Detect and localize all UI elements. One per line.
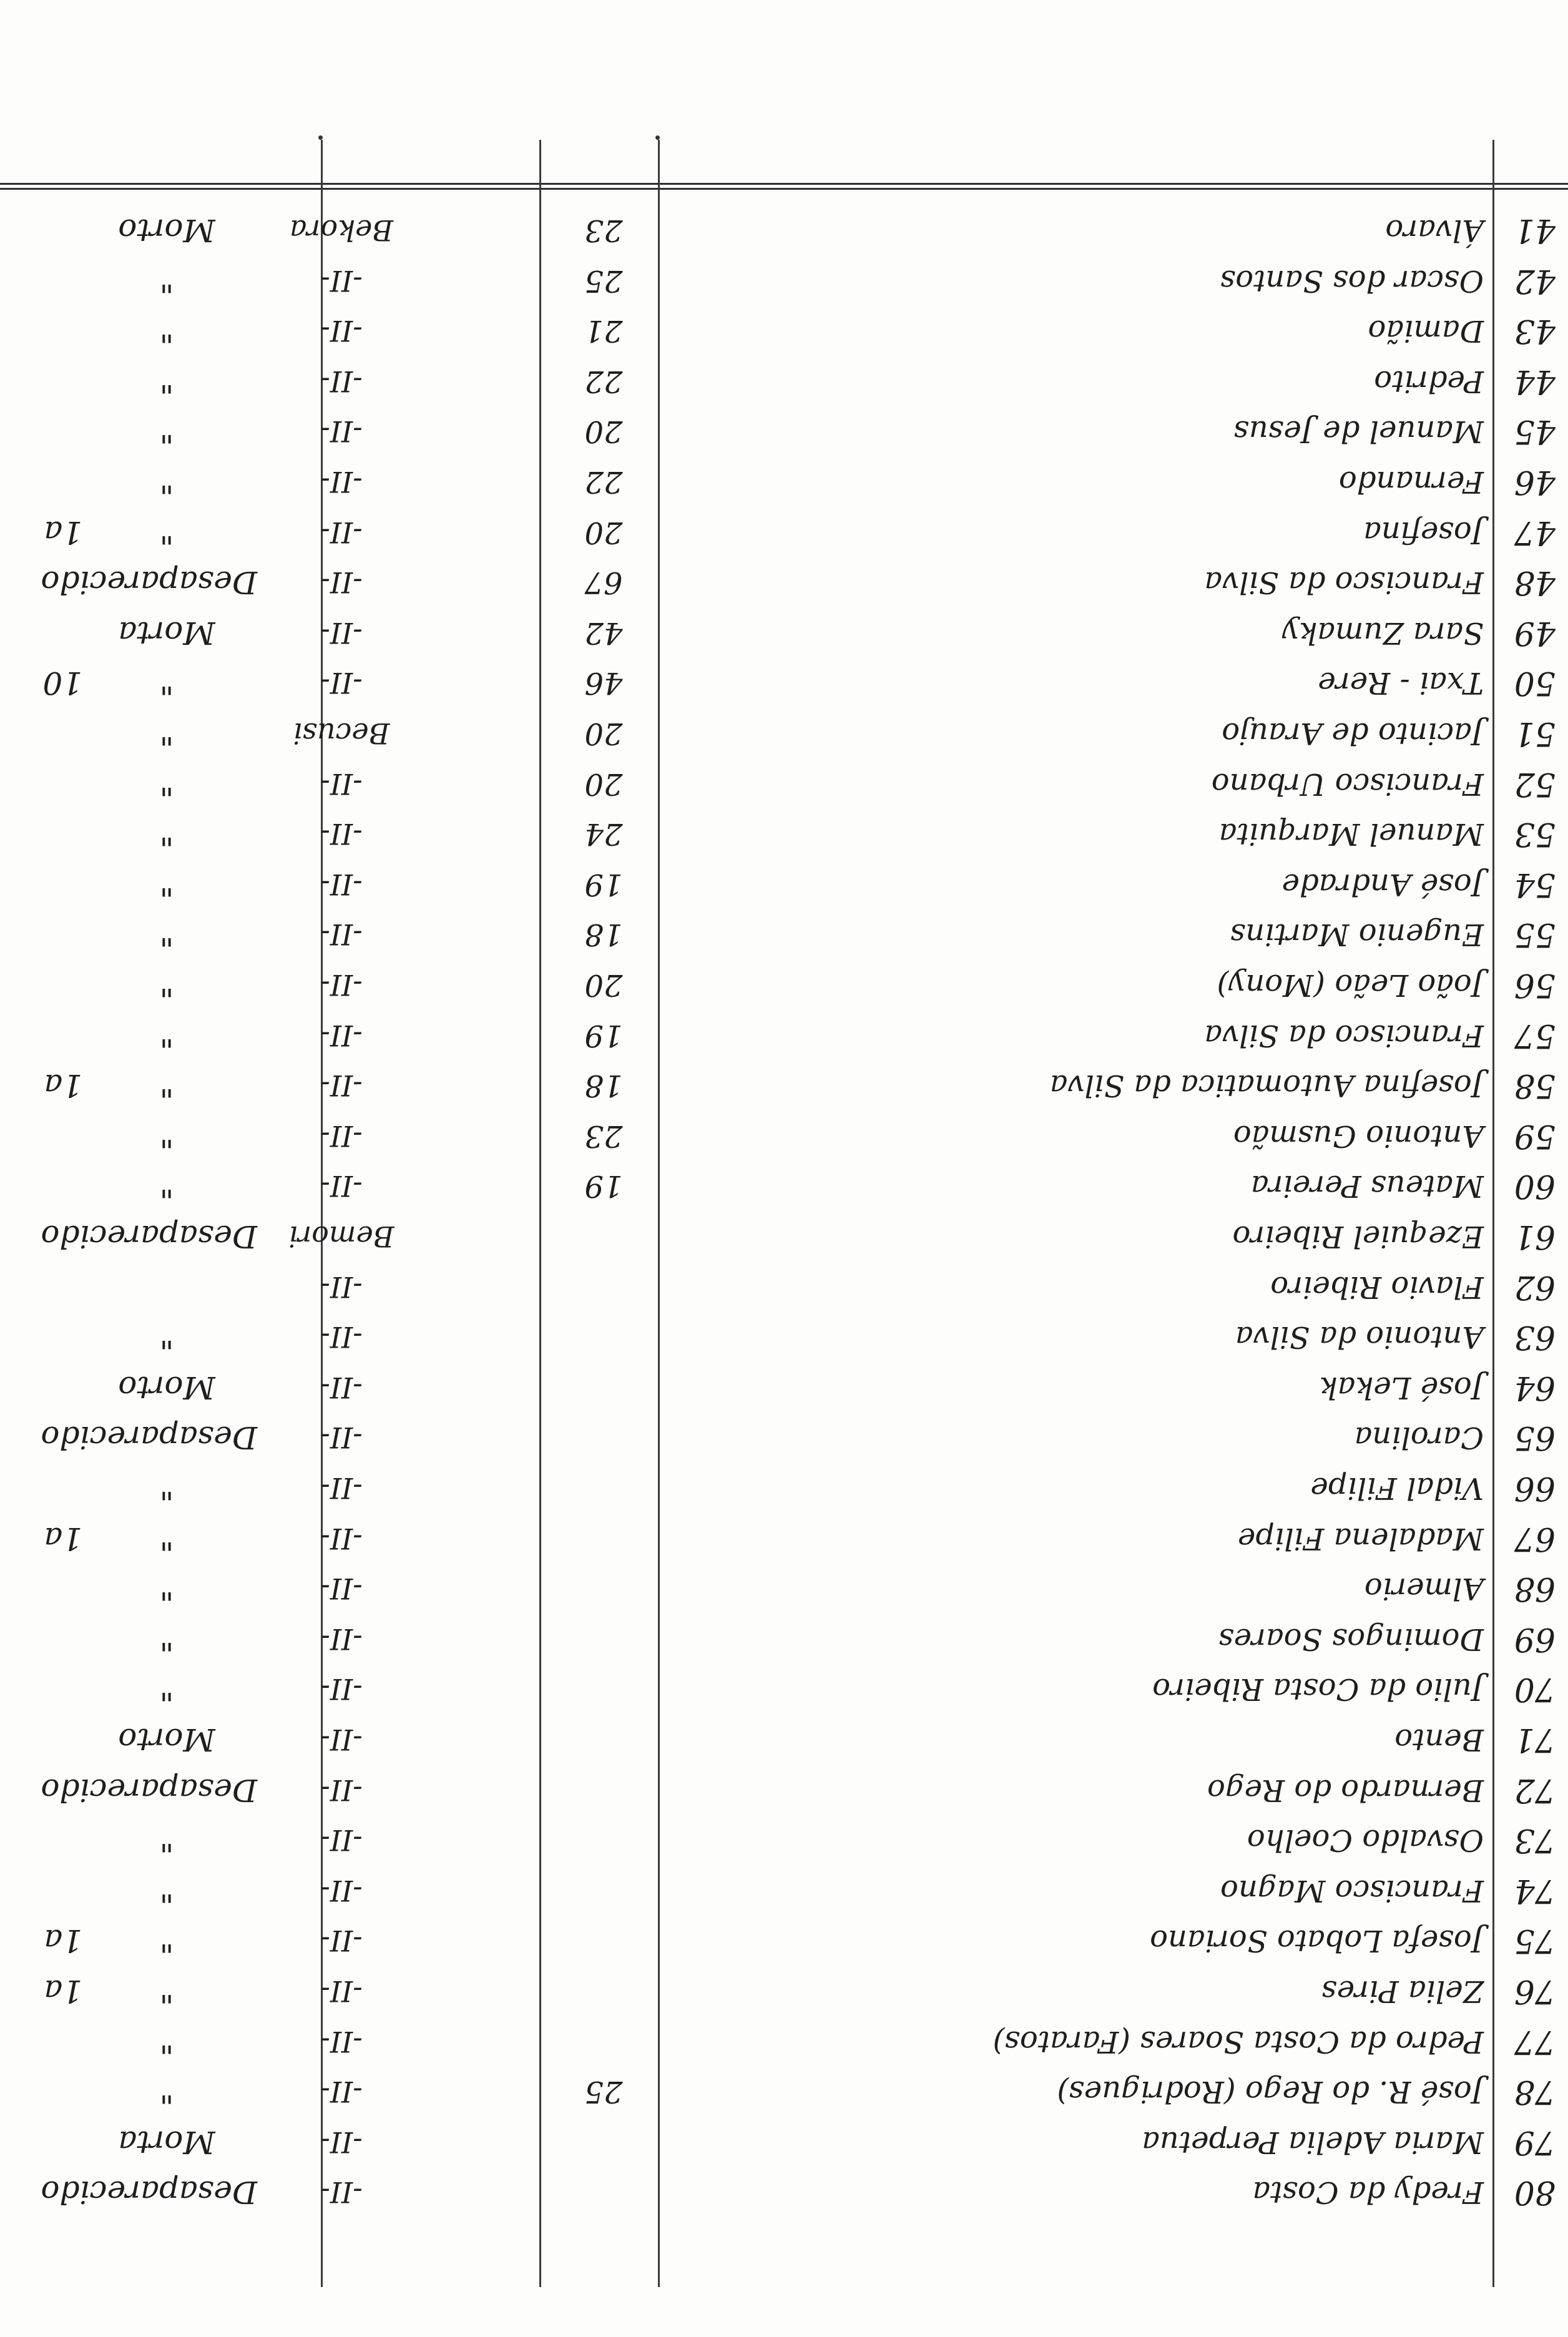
ledger-row [0,1560,1568,1617]
ledger-row [0,454,1568,510]
origin-place: -II- [320,616,363,650]
row-number: 66 [1514,1469,1556,1507]
ledger-row [0,655,1568,711]
person-age: 19 [584,867,623,902]
person-name: Flavio Ribeiro [1270,1270,1484,1305]
margin-note [7,2069,82,2115]
origin-place: -II- [320,2075,363,2109]
margin-note [7,1616,82,1662]
row-number: 73 [1514,1821,1556,1859]
person-name: Antonio Gusmão [1233,1119,1484,1154]
origin-place: -II- [320,2175,363,2209]
row-number: 53 [1514,815,1556,853]
person-name: Fredy da Costa [1252,2175,1484,2210]
origin-place: -II- [320,566,363,599]
margin-note [7,308,82,354]
origin-place: -II- [320,1471,363,1505]
person-status: " [159,866,174,903]
person-status: " [159,766,174,802]
person-name: Josefa Lobato Soriano [1150,1923,1484,1958]
row-number: 46 [1514,463,1556,501]
person-status: " [159,514,174,551]
person-status: " [159,1873,174,1909]
person-age: 20 [584,414,623,449]
ledger-row [0,1108,1568,1164]
ledger-row [0,1963,1568,2019]
person-status: " [159,1923,174,1959]
row-number: 57 [1514,1017,1556,1054]
origin-place: -II- [320,1069,363,1102]
person-status: " [159,2074,174,2110]
person-status: " [159,464,174,500]
person-status: " [159,2024,174,2060]
margin-note [7,2119,82,2165]
row-number: 69 [1514,1620,1556,1658]
origin-place: -II- [320,666,363,700]
person-status: Desaparecido [41,2174,257,2210]
person-name: João Leão (Mony) [1217,968,1484,1002]
margin-note [7,559,82,605]
person-age [557,2169,650,2215]
margin-note [7,861,82,908]
person-age: 22 [584,464,623,499]
margin-note: 1a [44,1973,82,2009]
row-number: 75 [1514,1922,1556,1959]
margin-note [7,911,82,958]
ledger-row [0,1007,1568,1064]
person-name: Jacinto de Araujo [1222,716,1484,751]
person-status: " [159,413,174,449]
row-number: 59 [1514,1117,1556,1155]
person-age [557,1213,650,1260]
row-number: 42 [1514,262,1556,300]
person-name: Zelia Pires [1321,1974,1484,2009]
margin-note [7,962,82,1008]
margin-note [7,207,82,253]
person-status: " [159,1671,174,1707]
person-age: 21 [584,313,623,348]
ledger-row [0,403,1568,459]
origin-place: -II- [320,264,363,298]
person-status: " [159,1521,174,1557]
person-name: Maria Adelia Perpetua [1142,2125,1484,2160]
row-number: 52 [1514,765,1556,803]
person-age [557,1565,650,1612]
ledger-row [0,1913,1568,1969]
person-status: " [159,313,174,349]
row-number: 44 [1514,363,1556,400]
person-age: 23 [584,213,623,248]
origin-place: -II- [320,767,363,801]
row-number: 43 [1514,312,1556,350]
origin-place: -II- [320,1723,363,1756]
person-name: Osvaldo Coelho [1247,1823,1484,1858]
person-status: Morto [118,1722,215,1758]
margin-note [7,258,82,304]
person-name: Francisco da Silva [1204,565,1484,600]
ledger-row [0,1661,1568,1717]
ledger-row [0,1409,1568,1466]
origin-place: -II- [320,2025,363,2059]
ledger-row [0,1812,1568,1868]
margin-note [7,1717,82,1763]
row-number: 64 [1514,1369,1556,1406]
row-number: 71 [1514,1721,1556,1758]
ledger-row [0,605,1568,661]
row-number: 63 [1514,1318,1556,1356]
row-number: 51 [1514,715,1556,752]
ledger-row [0,1158,1568,1214]
person-status: " [159,363,174,399]
person-age: 19 [584,1018,623,1053]
row-number: 61 [1514,1218,1556,1255]
ledger-row [0,1360,1568,1416]
row-number: 58 [1514,1067,1556,1104]
person-age [557,1868,650,1914]
origin-place: -II- [320,1572,363,1605]
person-age: 46 [584,665,623,700]
row-number: 49 [1514,614,1556,652]
origin-place: Bekora [290,213,394,247]
ledger-row [0,2114,1568,2170]
ledger-row [0,2164,1568,2220]
ledger-row [0,1712,1568,1768]
origin-place: -II- [320,1773,363,1807]
person-age [557,1616,650,1662]
person-status: " [159,715,174,752]
origin-place: -II- [320,1371,363,1404]
person-name: Francisco Magno [1220,1873,1484,1908]
person-age [557,1817,650,1863]
origin-place: -II- [320,365,363,398]
person-age: 23 [584,1119,623,1154]
person-name: Manuel de Jesus [1233,414,1484,449]
margin-note [7,710,82,757]
person-status: Desaparecido [41,1419,257,1456]
ledger-row [0,1611,1568,1667]
row-number: 47 [1514,514,1556,551]
person-name: Bento [1394,1722,1484,1757]
origin-place: -II- [320,817,363,851]
person-name: Eugenio Martins [1230,917,1484,952]
origin-place: -II- [320,1823,363,1857]
origin-place: -II- [320,1924,363,1957]
person-status: Morta [118,615,215,651]
margin-note [7,1767,82,1813]
ledger-row [0,756,1568,812]
margin-note: 10 [42,665,82,701]
row-number: 77 [1514,2023,1556,2060]
origin-place: -II- [320,1270,363,1304]
row-number: 78 [1514,2073,1556,2110]
origin-place: -II- [320,465,363,499]
row-number: 60 [1514,1167,1556,1205]
person-name: Antonio da Silva [1235,1320,1484,1355]
person-status: " [159,665,174,701]
person-name: Oscar dos Santos [1220,263,1484,298]
row-number: 79 [1514,2124,1556,2161]
margin-note [7,1213,82,1260]
ledger-row [0,303,1568,359]
row-number: 41 [1514,212,1556,249]
ledger-row [0,554,1568,610]
person-status: " [159,1017,174,1054]
row-number: 56 [1514,966,1556,1004]
margin-note: 1a [44,1067,82,1104]
person-age [557,1516,650,1562]
margin-note [7,1012,82,1059]
ledger-row [0,957,1568,1013]
person-age [557,1314,650,1360]
origin-place: -II- [320,1672,363,1706]
margin-note [7,1414,82,1461]
row-number: 68 [1514,1570,1556,1607]
person-name: José R. do Rego (Rodrigues) [1057,2074,1484,2109]
person-name: Josefina Automatica da Silva [1049,1068,1484,1103]
person-name: José Andrade [1281,867,1484,902]
margin-note [7,1113,82,1159]
person-status: Morto [118,1369,215,1406]
person-status: " [159,967,174,1003]
ledger-row [0,906,1568,963]
margin-note [7,1565,82,1612]
origin-place: -II- [320,1522,363,1556]
ledger-row [0,806,1568,862]
person-name: Manuel Marquita [1218,816,1484,851]
origin-place: -II- [320,918,363,951]
origin-place: -II- [320,1169,363,1203]
origin-place: -II- [320,314,363,348]
ledger-row [0,202,1568,258]
person-status: " [159,816,174,852]
person-age: 20 [584,515,623,550]
row-number: 74 [1514,1872,1556,1909]
person-status: " [159,1470,174,1506]
origin-place: -II- [320,1320,363,1354]
person-age [557,2019,650,2065]
person-status: Morto [118,212,215,248]
row-number: 54 [1514,866,1556,903]
origin-place: Bemori [288,1220,394,1253]
person-age: 42 [584,615,623,650]
person-age: 67 [584,565,623,600]
person-status: " [159,1319,174,1355]
person-status: Desaparecido [41,1218,257,1255]
person-age: 19 [584,1168,623,1203]
origin-place: -II- [320,516,363,549]
margin-note [7,2169,82,2215]
ledger-row [0,353,1568,409]
ledger-row [0,1460,1568,1516]
person-name: Vidal Filipe [1310,1471,1484,1506]
ledger-row [0,1057,1568,1114]
row-number: 45 [1514,413,1556,450]
person-age [557,1717,650,1763]
person-status: Desaparecido [41,564,257,600]
person-status: " [159,1973,174,2009]
person-name: Pedrito [1374,364,1484,399]
person-age [557,1465,650,1511]
person-name: Pedro da Costa Soares (Faratos) [992,2024,1484,2059]
person-age [557,2119,650,2165]
margin-note [7,1868,82,1914]
row-number: 50 [1514,664,1556,702]
person-name: Almerio [1364,1571,1484,1606]
person-age [557,1918,650,1964]
person-age [557,1968,650,2014]
margin-note [7,811,82,857]
person-status: " [159,1168,174,1204]
ledger-row [0,1309,1568,1365]
margin-note: 1a [44,1923,82,1959]
person-name: Francisco da Silva [1204,1018,1484,1053]
ledger-row [0,1259,1568,1315]
person-status: " [159,263,174,299]
person-name: José Lekak [1319,1370,1484,1405]
person-status: " [159,1118,174,1154]
person-age [557,1767,650,1813]
ledger-row [0,856,1568,913]
person-name: Francisco Urbano [1211,767,1484,801]
person-status: " [159,1570,174,1607]
margin-note [7,358,82,404]
person-age [557,1264,650,1310]
ledger-row [0,253,1568,309]
person-age [557,1364,650,1411]
person-name: Damião [1368,313,1484,348]
person-age: 20 [584,767,623,801]
margin-note: 1a [44,1521,82,1557]
margin-note [7,1465,82,1511]
person-name: Bernardo do Rego [1207,1773,1484,1808]
ledger-row [0,705,1568,762]
person-age: 24 [584,816,623,851]
margin-note [7,761,82,807]
ledger-row [0,1208,1568,1265]
margin-note: 1a [44,514,82,551]
person-status [76,1264,257,1310]
origin-place: -II- [320,1421,363,1454]
person-name: Txai - Rere [1318,665,1484,700]
ledger-row [0,1863,1568,1919]
origin-place: -II- [320,2125,363,2159]
person-status: Morta [118,2124,215,2160]
margin-note [7,459,82,505]
person-name: Ezequiel Ribeiro [1232,1219,1484,1254]
row-number: 48 [1514,564,1556,601]
person-status: " [159,1621,174,1657]
person-age: 20 [584,716,623,751]
person-age [557,1666,650,1712]
person-age: 20 [584,968,623,1002]
row-number: 62 [1514,1268,1556,1306]
ledger-row [0,504,1568,561]
row-number: 80 [1514,2173,1556,2211]
margin-note [7,1666,82,1712]
person-age: 22 [584,364,623,399]
person-name: Domingos Soares [1218,1622,1484,1657]
margin-note [7,408,82,454]
person-name: Madalena Filipe [1237,1521,1484,1556]
person-status: " [159,1067,174,1104]
row-number: 72 [1514,1771,1556,1809]
ledger-row [0,2064,1568,2120]
person-name: Sara Zumaky [1282,615,1484,650]
ledger-row [0,1511,1568,1567]
row-number: 65 [1514,1419,1556,1456]
person-status: Desaparecido [41,1772,257,1808]
person-name: Álvaro [1385,213,1484,248]
margin-note [7,1163,82,1209]
person-age: 25 [584,263,623,298]
margin-note [7,2019,82,2065]
person-age [557,1414,650,1461]
person-status: " [159,1822,174,1858]
person-age: 18 [584,917,623,952]
origin-place: -II- [320,1974,363,2008]
origin-place: -II- [320,1874,363,1908]
margin-note [7,1364,82,1411]
ledger-row [0,1762,1568,1818]
origin-place: -II- [320,414,363,448]
row-number: 55 [1514,916,1556,953]
origin-place: Becusi [293,717,390,750]
margin-note [7,1264,82,1310]
person-age: 25 [584,2074,623,2109]
ledger-row [0,2014,1568,2070]
margin-note [7,1817,82,1863]
person-name: Mateus Pereira [1250,1168,1484,1203]
origin-place: -II- [320,968,363,1002]
origin-place: -II- [320,1119,363,1153]
margin-note [7,1314,82,1360]
person-name: Julio da Costa Ribeiro [1152,1672,1484,1707]
origin-place: -II- [320,1019,363,1052]
person-age: 18 [584,1068,623,1103]
person-name: Fernando [1338,464,1484,499]
person-name: Josefina [1363,515,1484,550]
origin-place: -II- [320,868,363,901]
row-number: 76 [1514,1972,1556,2010]
margin-note [7,610,82,656]
row-number: 67 [1514,1520,1556,1557]
person-name: Carolina [1354,1420,1484,1455]
row-number: 70 [1514,1670,1556,1708]
origin-place: -II- [320,1622,363,1656]
person-status: " [159,916,174,953]
